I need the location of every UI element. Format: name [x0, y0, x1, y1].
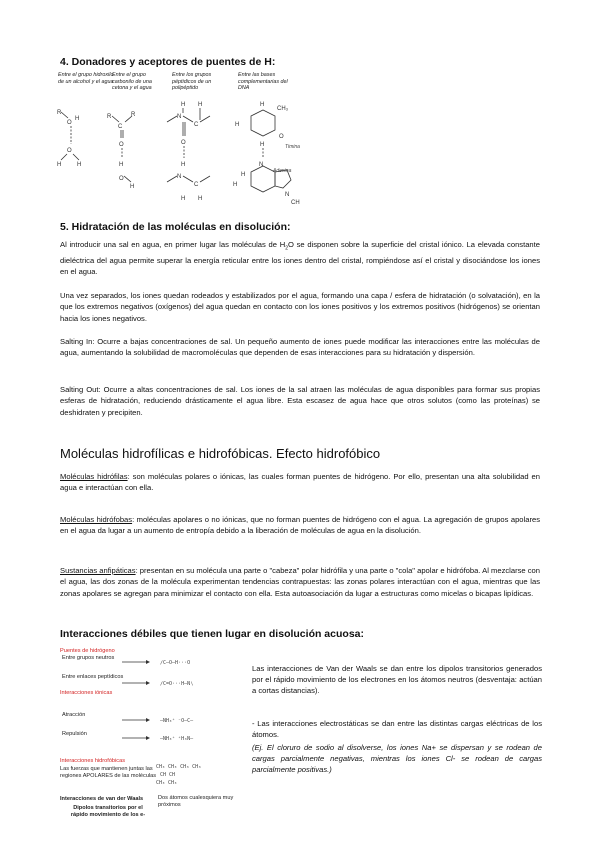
hbond-neutral-label: Entre grupos neutros: [62, 655, 115, 661]
svg-text:CH CH: CH CH: [160, 772, 176, 778]
adenina-label: Adenina: [273, 168, 292, 174]
hbond-heading: Puentes de hidrógeno: [60, 648, 115, 654]
section7-title: Interacciones débiles que tienen lugar en disolución acuosa:: [60, 628, 364, 640]
nacl-example-paragraph: (Ej. El cloruro de sodio al disolverse, los iones Na+ se dispersan y se rodean de cargas parcialmente negativas, mientras los iones Cl- se rodean de cargas parcialmente positivas.): [252, 743, 542, 775]
svg-text:CH: CH: [291, 200, 300, 206]
svg-text:R: R: [57, 110, 62, 116]
svg-text:C: C: [194, 182, 199, 188]
vdw-heading: Interacciones de van der Waals: [60, 796, 144, 802]
svg-text:H: H: [233, 182, 238, 188]
svg-text:∕C=O···H—N∖: ∕C=O···H—N∖: [160, 681, 194, 687]
vdw-paragraph: Las interacciones de Van der Waals se dan entre los dipolos transitorios generados por el rápido movimiento de los electrones en los átomos neutros (desventaja: actúan a cortas distancias).: [252, 664, 542, 696]
svg-text:H: H: [77, 162, 82, 168]
svg-text:H: H: [75, 116, 80, 122]
hbond-peptide-label: Entre enlaces peptídicos: [62, 674, 124, 680]
svg-text:N: N: [177, 114, 182, 120]
hydrophobic-desc: Las fuerzas que mantienen juntas las regiones APOLARES de las moléculas: [60, 766, 157, 779]
ionic-heading: Interacciones iónicas: [60, 690, 113, 696]
section5-title: 5. Hidratación de las moléculas en disolución:: [60, 221, 291, 233]
svg-text:C: C: [194, 122, 199, 128]
svg-text:H: H: [181, 102, 186, 108]
svg-text:O: O: [279, 134, 284, 140]
anfipaticas-paragraph: Sustancias anfipáticas: presentan en su molécula una parte o "cabeza" polar hidrófila y una parte o "cola" apolar e hidrófoba. Al mezclarse con el agua, las dos zonas de la molécula experimentan tendencias contrapuestas: las zonas polares interactúan con el agua, mientras que las zonas apolares se agregan para minimizar el contacto con ella. Esta autoasociación da lugar a estructuras como micelas o bicapas lipídicas.: [60, 566, 540, 598]
svg-text:R: R: [131, 112, 136, 118]
svg-text:H: H: [57, 162, 62, 168]
svg-text:N: N: [285, 192, 290, 198]
weak-interactions-diagram: [116, 650, 246, 800]
svg-text:H: H: [235, 122, 240, 128]
svg-text:H: H: [198, 196, 203, 202]
svg-text:H: H: [260, 142, 265, 148]
hidrofobas-paragraph: Moléculas hidrófobas: moléculas apolares o no iónicas, que no forman puentes de hidrógeno con el agua. La agregación de grupos apolares en el agua da lugar a un aumento de entropía debido a la liberación de moléculas de agua en la disolución.: [60, 515, 540, 536]
section5-paragraph-2: Una vez separados, los iones quedan rodeados y estabilizados por el agua, formando una capa / esfera de hidratación (o solvatación), en la que los extremos negativos (oxígenos) del agua quedan en contacto con los iones positivos y los extremos positivos (hidrógenos) se orientan hacia los iones negativos.: [60, 291, 540, 323]
svg-text:H: H: [260, 102, 265, 108]
svg-text:—NH₃⁺ ⁺H₃N—: —NH₃⁺ ⁺H₃N—: [160, 736, 194, 742]
svg-text:∕C—O—H···O: ∕C—O—H···O: [160, 660, 191, 666]
svg-text:—NH₃⁺ ⁻O—C—: —NH₃⁺ ⁻O—C—: [160, 718, 194, 724]
svg-text:O: O: [67, 120, 72, 126]
salting-out-paragraph: Salting Out: Ocurre a altas concentraciones de sal. Los iones de la sal atraen las moléculas de agua disponibles para formar sus propias esferas de hidratación, reduciendo drásticamente el agua libre. Esta escasez de agua hace que otros solutos (como las proteínas) se deshidraten y precipiten.: [60, 385, 540, 417]
peptide-structure: [167, 102, 210, 202]
section4-title: 4. Donadores y aceptores de puentes de H:: [60, 56, 276, 68]
svg-text:C: C: [118, 124, 123, 130]
ionic-repulsion-label: Repulsión: [62, 731, 87, 737]
vdw-right-desc: Dos átomos cualesquiera muy próximos: [158, 795, 234, 808]
svg-text:H: H: [130, 184, 135, 190]
svg-text:O: O: [181, 140, 186, 146]
svg-text:N: N: [259, 162, 264, 168]
hidrofilas-paragraph: Moléculas hidrófilas: son moléculas polares o iónicas, las cuales forman puentes de hidrógeno. Por ello, presentan una alta solubilidad en agua e interactúan con ella.: [60, 472, 541, 493]
svg-text:O: O: [119, 176, 124, 182]
fig-label-cetona: Entre el grupo carbonilo de una cetona y el agua: [112, 72, 152, 92]
svg-text:H: H: [241, 172, 246, 178]
timina-label: Timina: [285, 144, 300, 150]
svg-text:O: O: [67, 148, 72, 154]
vdw-desc: Dipolos transitorios por el rápido movimiento de los e-: [70, 805, 146, 818]
svg-text:O: O: [119, 142, 124, 148]
svg-text:N: N: [177, 174, 182, 180]
svg-text:H: H: [198, 102, 203, 108]
svg-text:H: H: [181, 196, 186, 202]
dna-basepair-structure: [233, 102, 300, 206]
ionic-attraction-label: Atracción: [62, 712, 86, 718]
hydrophobic-heading: Interacciones hidrofóbicas: [60, 758, 125, 764]
svg-text:R: R: [107, 114, 112, 120]
fig-label-dna: Entre las bases complementarias del DNA: [238, 72, 288, 92]
alcohol-water-structure: [57, 110, 81, 168]
svg-text:CH₃: CH₃: [277, 106, 289, 112]
svg-text:CH₃ CH₃: CH₃ CH₃: [156, 780, 178, 786]
section6-title: Moléculas hidrofílicas e hidrofóbicas. Efecto hidrofóbico: [60, 446, 381, 461]
fig-label-peptido: Entre los grupos péptidicos de un polipéptido: [172, 72, 212, 92]
fig-label-alcohol: Entre el grupo hidroxilo de un alcohol y el agua: [58, 72, 114, 85]
svg-text:CH₃ CH₃ CH₃ CH₃: CH₃ CH₃ CH₃ CH₃: [156, 764, 202, 770]
electrostatic-paragraph: - Las interacciones electrostáticas se dan entre las distintas cargas eléctricas de los átomos.: [252, 719, 542, 740]
salting-in-paragraph: Salting In: Ocurre a bajas concentraciones de sal. Un pequeño aumento de iones puede modificar las interacciones entre las moléculas de agua, aumentando la solubilidad de macromoléculas que dependen de esas interacciones para su hidratación y dispersión.: [60, 337, 540, 358]
ketone-water-structure: [107, 112, 136, 190]
section5-paragraph-1: Al introducir una sal en agua, en primer lugar las moléculas de $H_2O$ se disponen sobre la superficie del cristal iónico. La elevada constante dieléctrica del agua permite superar la energía reticular entre los iones dentro del cristal, rompiéndose así el cristal y disociándose los iones en el agua.: [60, 240, 540, 277]
svg-text:H: H: [119, 162, 124, 168]
hbond-structures-figure: [55, 96, 305, 218]
svg-text:H: H: [181, 162, 186, 168]
